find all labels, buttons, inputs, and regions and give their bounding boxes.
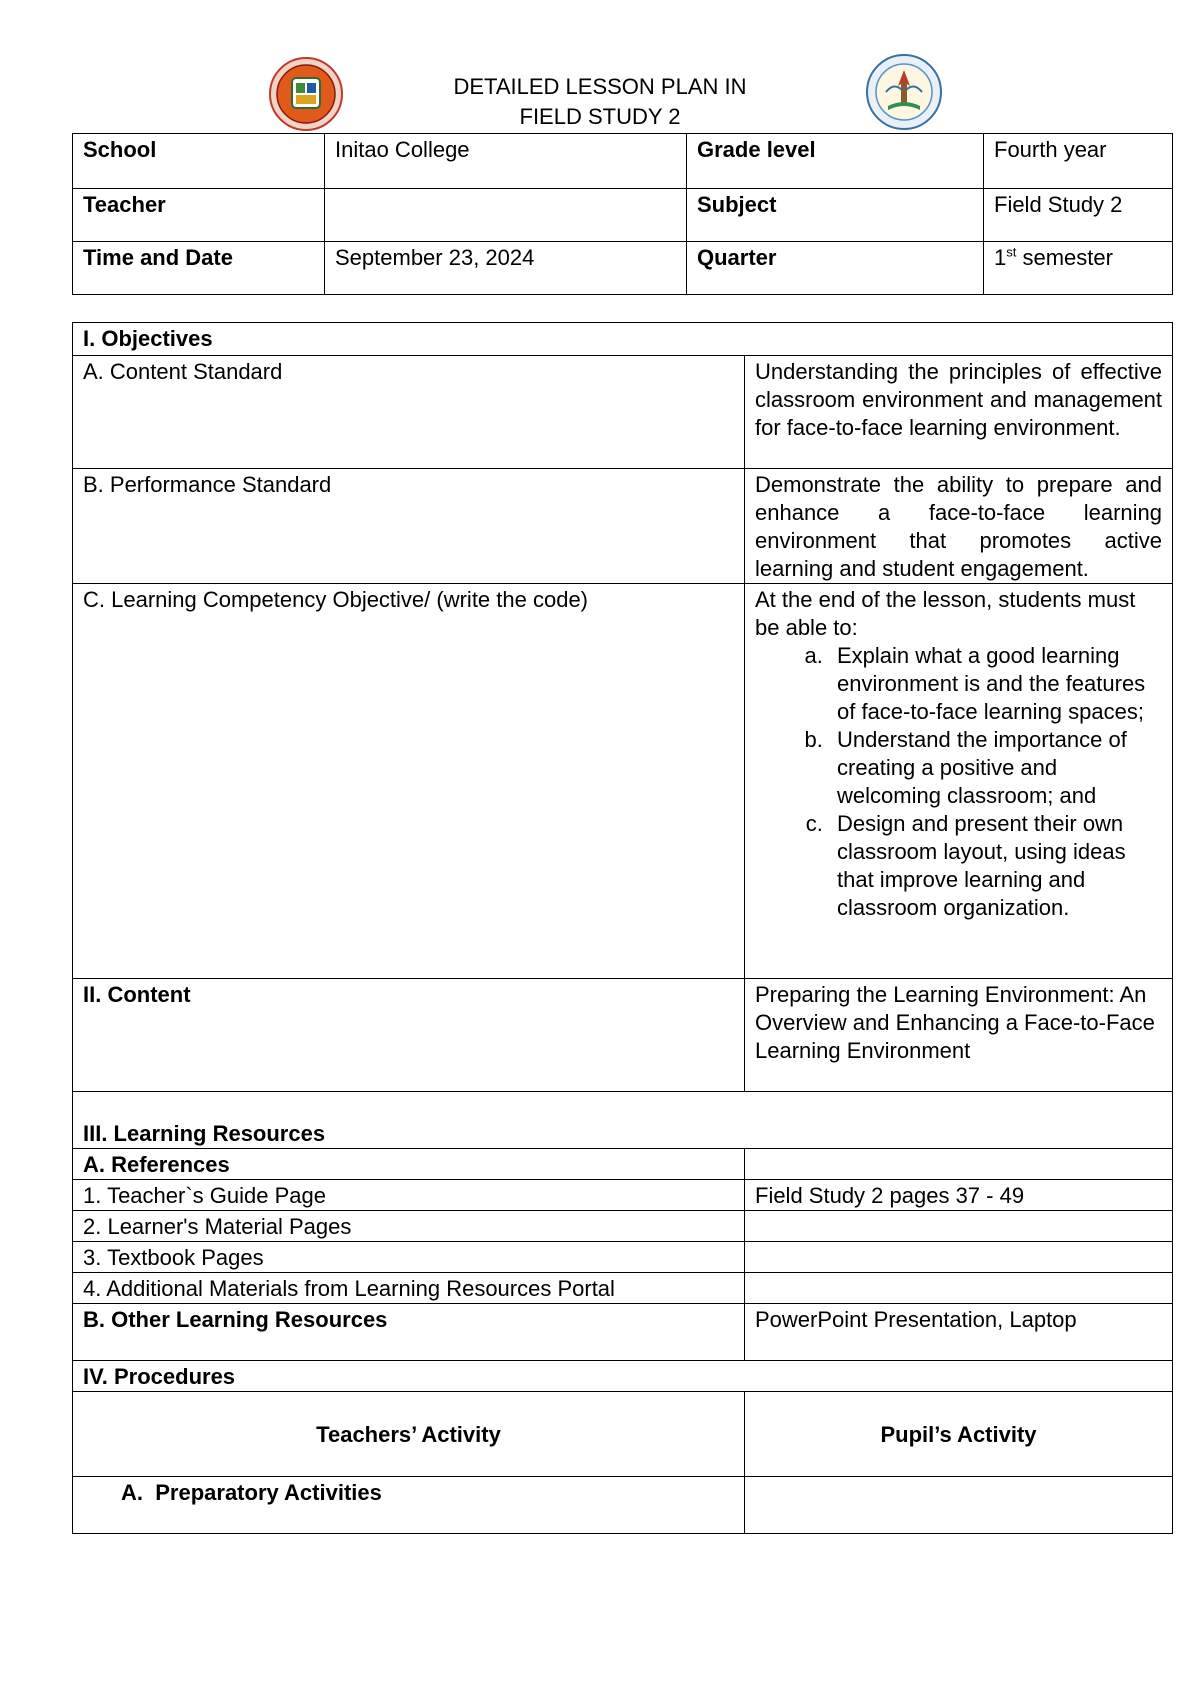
quarter-label: Quarter <box>687 242 984 295</box>
subject-value: Field Study 2 <box>984 189 1173 242</box>
subject-label: Subject <box>687 189 984 242</box>
pupils-activity-header: Pupil’s Activity <box>745 1392 1173 1477</box>
quarter-number: 1 <box>994 245 1007 270</box>
school-label: School <box>73 134 325 189</box>
preparatory-marker: A. <box>121 1480 143 1505</box>
quarter-semester: semester <box>1016 245 1113 270</box>
competency-label: C. Learning Competency Objective/ (write the code) <box>73 584 745 979</box>
preparatory-label: Preparatory Activities <box>155 1480 382 1505</box>
content-standard-value: Understanding the principles of effective classroom environment and management for face-to-face learning environment. <box>745 356 1173 469</box>
teacher-label: Teacher <box>73 189 325 242</box>
performance-standard-label: B. Performance Standard <box>73 469 745 584</box>
quarter-value <box>984 242 1173 295</box>
preparatory-pupil-cell <box>745 1477 1173 1534</box>
competency-list <box>755 642 1162 922</box>
competency-value <box>745 584 1173 979</box>
competency-item-b: b. Understand the importance of creating a positive and welcoming classroom; and <box>829 726 1162 810</box>
additional-materials-label: 4. Additional Materials from Learning Resources Portal <box>73 1273 745 1304</box>
quarter-ordinal: st <box>1006 244 1017 260</box>
school-seal-icon <box>864 52 944 132</box>
content-standard-label: A. Content Standard <box>73 356 745 469</box>
other-resources-label: B. Other Learning Resources <box>73 1304 745 1361</box>
document-title-line-2: FIELD STUDY 2 <box>519 104 681 129</box>
teachers-guide-value: Field Study 2 pages 37 - 49 <box>745 1180 1173 1211</box>
teacher-value <box>325 189 687 242</box>
additional-materials-value <box>745 1273 1173 1304</box>
competency-item-c: c. Design and present their own classroom layout, using ideas that improve learning and classroom organization. <box>829 810 1162 922</box>
procedures-heading: IV. Procedures <box>73 1361 1173 1392</box>
teachers-guide-label: 1. Teacher`s Guide Page <box>73 1180 745 1211</box>
competency-item-a: a. Explain what a good learning environment is and the features of face-to-face learning spaces; <box>829 642 1162 726</box>
competency-intro: At the end of the lesson, students must be able to: <box>755 587 1136 640</box>
learners-material-label: 2. Learner's Material Pages <box>73 1211 745 1242</box>
teachers-activity-header: Teachers’ Activity <box>73 1392 745 1477</box>
time-date-value: September 23, 2024 <box>325 242 687 295</box>
lesson-info-table <box>72 133 1173 295</box>
content-label: II. Content <box>73 979 745 1092</box>
lesson-plan-table <box>72 322 1173 1534</box>
learning-resources-heading: III. Learning Resources <box>73 1092 1173 1149</box>
other-resources-value: PowerPoint Presentation, Laptop <box>745 1304 1173 1361</box>
objectives-heading: I. Objectives <box>73 323 1173 356</box>
grade-level-label: Grade level <box>687 134 984 189</box>
textbook-pages-value <box>745 1242 1173 1273</box>
grade-level-value: Fourth year <box>984 134 1173 189</box>
preparatory-activities-cell <box>73 1477 745 1534</box>
learners-material-value <box>745 1211 1173 1242</box>
time-date-label: Time and Date <box>73 242 325 295</box>
school-value: Initao College <box>325 134 687 189</box>
references-label: A. References <box>73 1149 745 1180</box>
performance-standard-value: Demonstrate the ability to prepare and enhance a face-to-face learning environment that promotes active learning and student engagement. <box>745 469 1173 584</box>
textbook-pages-label: 3. Textbook Pages <box>73 1242 745 1273</box>
document-title-line-1: DETAILED LESSON PLAN IN <box>453 74 747 99</box>
content-value: Preparing the Learning Environment: An Overview and Enhancing a Face-to-Face Learning Environment <box>745 979 1173 1092</box>
references-value <box>745 1149 1173 1180</box>
